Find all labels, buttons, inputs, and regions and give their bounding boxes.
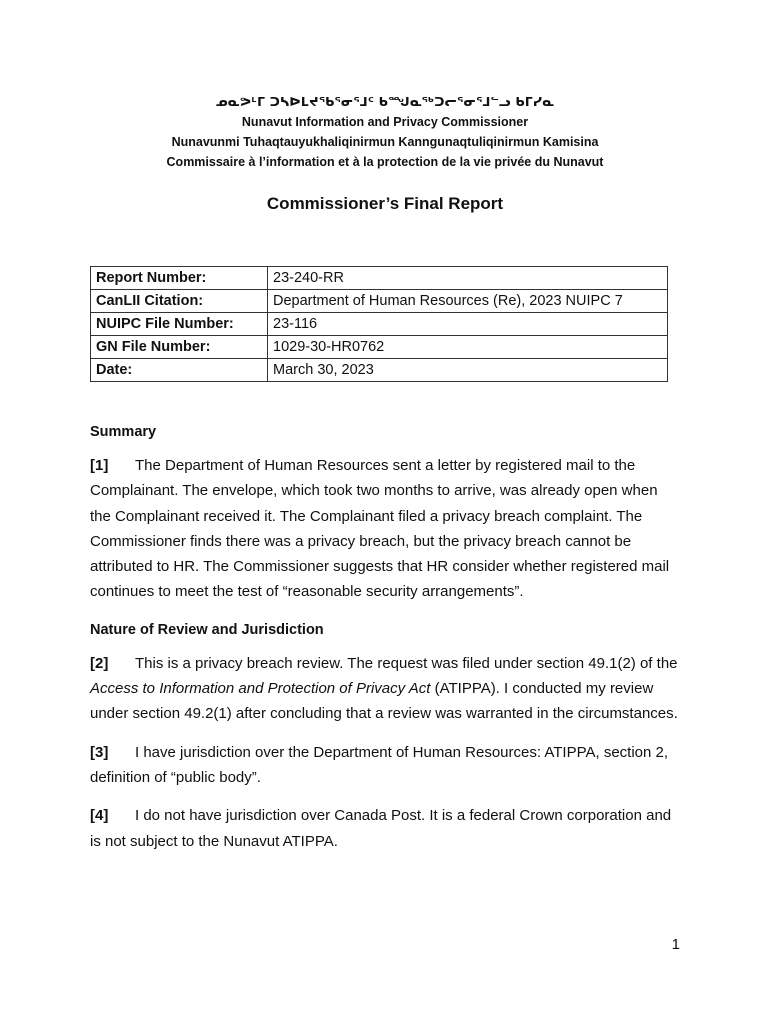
table-row xyxy=(91,290,668,313)
page-title: Commissioner’s Final Report xyxy=(266,194,504,213)
paragraph-number: [2] xyxy=(90,654,109,672)
letterhead xyxy=(0,92,770,172)
report-number-value: 23-240-RR xyxy=(268,267,668,290)
paragraph-4 xyxy=(90,803,682,854)
table-row xyxy=(91,267,668,290)
paragraph-text: (ATIPPA). I conducted my review under section 49.2(1) after concluding that a review was warranted in the circumstances. xyxy=(90,680,678,723)
gn-file-number-value: 1029-30-HR0762 xyxy=(268,336,668,359)
paragraph-1 xyxy=(90,453,682,605)
nature-heading: Nature of Review and Jurisdiction xyxy=(90,621,324,638)
table-row xyxy=(91,313,668,336)
nuipc-file-number-value: 23-116 xyxy=(268,313,668,336)
table-row xyxy=(91,336,668,359)
letterhead-english: Nunavut Information and Privacy Commissioner xyxy=(241,115,529,129)
date-label: Date: xyxy=(91,359,268,382)
act-title: Access to Information and Protection of Privacy Act xyxy=(90,680,431,698)
canlii-citation-value: Department of Human Resources (Re), 2023 NUIPC 7 xyxy=(268,290,668,313)
summary-heading: Summary xyxy=(90,424,157,440)
paragraph-number: [4] xyxy=(90,807,109,825)
letterhead-french: Commissaire à l’information et à la protection de la vie privée du Nunavut xyxy=(166,155,604,169)
page-number: 1 xyxy=(671,936,680,953)
paragraph-text: The Department of Human Resources sent a letter by registered mail to the Complainant. The envelope, which took two months to arrive, was already open when the Complainant received it. The Complainant filed a privacy breach complaint. The Commissioner finds there was a privacy breach, but the privacy breach cannot be attributed to HR. The Commissioner suggests that HR consider whether registered mail continues to meet the test of “reasonable security arrangements”. xyxy=(90,457,670,601)
paragraph-number: [1] xyxy=(90,457,109,474)
gn-file-number-label: GN File Number: xyxy=(91,336,268,359)
paragraph-3 xyxy=(90,740,682,791)
paragraph-number: [3] xyxy=(90,743,109,761)
report-number-label: Report Number: xyxy=(91,267,268,290)
table-row xyxy=(91,359,668,382)
report-info-table xyxy=(90,266,668,382)
date-value: March 30, 2023 xyxy=(268,359,668,382)
paragraph-text: This is a privacy breach review. The request was filed under section 49.1(2) of the xyxy=(135,654,678,672)
letterhead-syllabics: ᓄᓇᕗᒻᒥ ᑐᓴᐅᒪᔪᖃᕐᓂᕐᒧᑦ ᑲᙳᓇᖅᑐᓕᕐᓂᕐᒧᓪᓗ ᑲᒥᓯᓇ xyxy=(215,94,555,109)
letterhead-inuinnaqtun: Nunavunmi Tuhaqtauyukhaliqinirmun Kanngunaqtuliqinirmun Kamisina xyxy=(171,135,599,149)
paragraph-text: I have jurisdiction over the Department of Human Resources: ATIPPA, section 2, definition of “public body”. xyxy=(90,743,669,786)
canlii-citation-label: CanLII Citation: xyxy=(91,290,268,313)
paragraph-text: I do not have jurisdiction over Canada Post. It is a federal Crown corporation and is not subject to the Nunavut ATIPPA. xyxy=(90,807,672,850)
report-body xyxy=(90,420,682,854)
nuipc-file-number-label: NUIPC File Number: xyxy=(91,313,268,336)
paragraph-2 xyxy=(90,651,682,727)
